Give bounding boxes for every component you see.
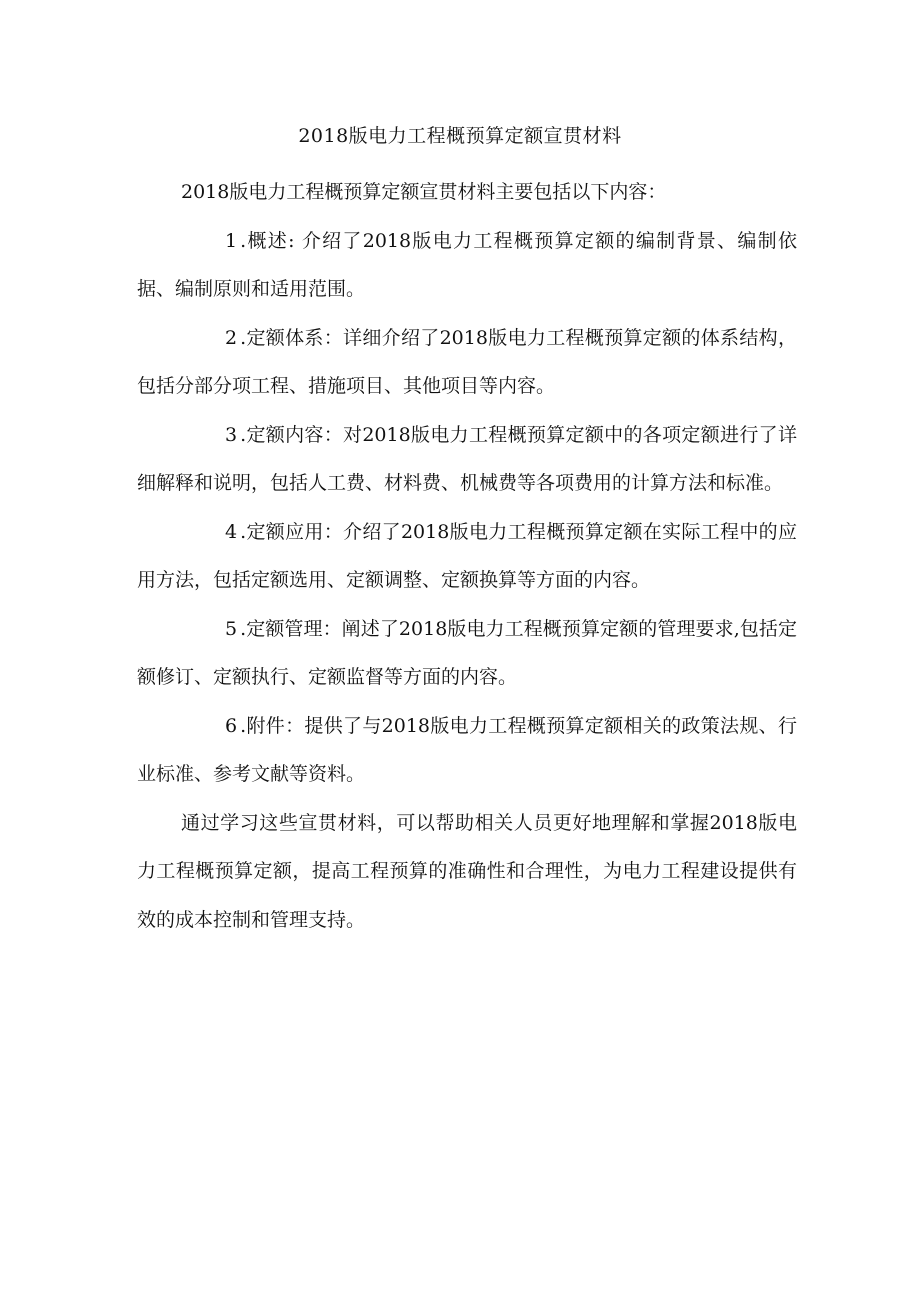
item-number: 3: [225, 423, 238, 446]
item-text: .定额管理：阐述了2018版电力工程概预算定额的管理要求,包括定额修订、定额执行、定额监督等方面的内容。: [137, 617, 797, 688]
item-number: 2: [225, 326, 238, 349]
item-text: .定额体系：详细介绍了2018版电力工程概预算定额的体系结构，包括分部分项工程、措施项目、其他项目等内容。: [137, 326, 797, 397]
item-number: 6: [225, 714, 238, 737]
list-item: [137, 605, 797, 702]
item-number: 5: [225, 617, 238, 640]
list-item: [137, 702, 797, 799]
item-text: .定额应用：介绍了2018版电力工程概预算定额在实际工程中的应用方法，包括定额选用、定额调整、定额换算等方面的内容。: [137, 520, 797, 591]
intro-paragraph: 2018版电力工程概预算定额宣贯材料主要包括以下内容：: [181, 181, 667, 203]
conclusion-paragraph: 通过学习这些宣贯材料，可以帮助相关人员更好地理解和掌握2018版电力工程概预算定额，提高工程预算的准确性和合理性，为电力工程建设提供有效的成本控制和管理支持。: [137, 811, 797, 931]
item-text: .定额内容：对2018版电力工程概预算定额中的各项定额进行了详细解释和说明，包括人工费、材料费、机械费等各项费用的计算方法和标准。: [137, 423, 797, 494]
item-number: 4: [225, 520, 238, 543]
page-title: 2018版电力工程概预算定额宣贯材料: [298, 125, 622, 147]
list-item: [137, 508, 797, 605]
document-body: [137, 168, 797, 944]
item-number: 1: [225, 229, 238, 252]
item-text: .附件：提供了与2018版电力工程概预算定额相关的政策法规、行业标准、参考文献等资料。: [137, 714, 797, 785]
list-item: [137, 411, 797, 508]
list-item: [137, 314, 797, 411]
item-text: .概述: 介绍了2018版电力工程概预算定额的编制背景、编制依据、编制原则和适用范围。: [137, 229, 797, 300]
list-item: [137, 217, 797, 314]
